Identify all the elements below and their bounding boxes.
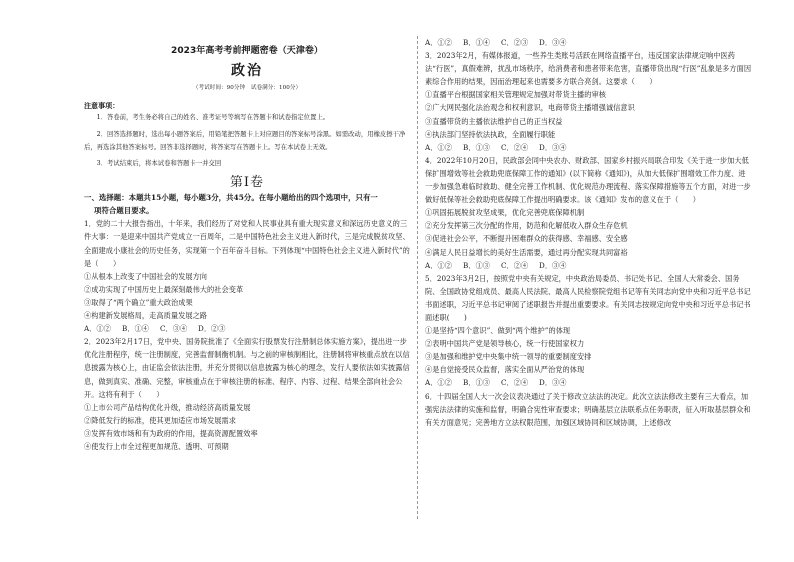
section-title-line1: 一、选择题：本题共15小题，每小题3分，共45分。在每小题给出的四个选项中，只有一 (84, 193, 378, 203)
exam-title: 2023年高考考前押题密卷（天津卷） (171, 46, 323, 56)
question-4-option-4: ④满足人民日益增长的美好生活需要，通过再分配实现共同富裕 (425, 247, 628, 257)
left-column (84, 36, 410, 453)
answer-b: B．①③ (463, 260, 491, 270)
question-3-option-4: ④执法部门坚持依法执政，全面履行职能 (425, 129, 556, 139)
question-5-option-4: ④是自觉接受民众监督，落实全面从严治党的体现 (425, 365, 585, 375)
question-2-option-2: ②降低发行的标准，使其更加适应市场发展需求 (84, 415, 236, 425)
section-title-line2: 项符合题目要求。 (94, 206, 154, 216)
question-4-answers (425, 259, 752, 272)
question-5-option-3: ③是加强和维护党中央集中统一领导的重要制度安排 (425, 352, 592, 362)
column-divider (417, 36, 418, 519)
question-1 (84, 217, 410, 335)
notice-block (84, 99, 410, 171)
question-5-stem: 5．2023年3月2日，按照党中央有关规定，中央政治局委员、书记处书记、全国人大常委会、国务院、全国政协党组成员、最高人民法院、最高人民检察院党组书记等有关同志向党中央和习近平总书记书面述职，习近平总书记审阅了述职报告并提出重要要求。有关同志按规定向党中央和习近平总书记书面述职( ) (425, 273, 751, 322)
question-3 (425, 49, 752, 154)
answer-a: A．①② (425, 260, 452, 270)
answer-a: A．①② (425, 38, 452, 47)
question-3-option-1: ①直播平台根据国家相关管理规定加强对带货主播的审核 (425, 90, 606, 100)
answer-b: B．①③ (463, 378, 491, 388)
exam-info: （考试时间：90分钟 试卷满分：100分） (192, 85, 302, 91)
question-4-option-2: ②充分发挥第三次分配的作用，防范和化解低收入群众生存危机 (425, 221, 628, 231)
question-3-option-3: ③直播带货的主播依法维护自己的正当权益 (425, 116, 563, 126)
question-4-option-1: ①巩固拓展脱贫攻坚成果，优化完善兜底保障机制 (425, 208, 585, 218)
question-6-stem: 6．十四届全国人大一次会议表决通过了关于修改立法法的决定。此次立法法修改主要有三大看点，加强宪法法律的实施和监督，明确合宪性审查要求；明确基层立法联系点任务职责，征入听取基层群众和有关方面意见；完善地方立法权限范围，加强区域协同和区域协调，上述修改 (425, 391, 751, 427)
answer-c: C．②④ (501, 142, 529, 152)
question-2-answers (425, 36, 752, 49)
notice-item-3: 3．考试结束后，将本试卷和答题卡一并交回 (96, 160, 222, 168)
question-2-option-3: ③发挥有效市场和有为政府的作用，提高资源配置效率 (84, 428, 258, 438)
question-1-option-4: ④构建新发展格局，走高质量发展之路 (84, 311, 208, 321)
answer-d: D．③④ (539, 378, 567, 388)
part-title: 第Ⅰ卷 (229, 175, 265, 191)
question-3-stem: 3．2023年2月，有媒体报道，一些养生类账号活跃在网络直播平台，违反国家法律规定响中医药法“行医”，真假难辨，扰乱市场秩序，给消费者和患者带来危害，直播带货出现“行医”乱象是多方面因素综合作用的结果，因而治理起来也需要多方联合亮剑。这要求（ ） (425, 51, 752, 87)
question-2 (84, 335, 410, 453)
question-1-option-2: ②成功实现了中国历史上最深刻最伟大的社会变革 (84, 284, 244, 294)
section-title (84, 191, 410, 217)
question-3-option-2: ②广大网民强化法治观念和权利意识，电商带货主播增强诚信意识 (425, 103, 635, 113)
answer-a: A．①② (425, 142, 452, 152)
answer-d: D．③④ (539, 142, 567, 152)
question-1-option-3: ③取得了“两个确立”重大政治成果 (84, 297, 193, 307)
question-2-option-4: ④使发行上市全过程更加规范、透明、可预期 (84, 441, 229, 451)
answer-d: D．③④ (539, 38, 567, 47)
answer-c: C．③④ (160, 324, 188, 334)
question-5 (425, 272, 752, 390)
answer-d: D．③④ (539, 260, 567, 270)
right-column (425, 36, 752, 429)
question-5-option-2: ②表明中国共产党是领导核心，统一行使国家权力 (425, 339, 585, 349)
question-1-option-1: ①从根本上改变了中国社会的发展方向 (84, 271, 208, 281)
question-4 (425, 154, 752, 272)
answer-b: B．①③ (463, 142, 491, 152)
question-6 (425, 390, 752, 429)
notice-title: 注意事项： (84, 101, 120, 110)
subject-title: 政治 (231, 63, 263, 79)
question-1-stem: 1．党的二十大报告指出，十年来，我们经历了对党和人民事业具有重大现实意义和深远历史意义的三件大事：一是迎来中国共产党成立一百周年，二是中国特色社会主义进入新时代，三是完成脱贫攻坚、全面建成小康社会的历史任务，实现第一个百年奋斗目标。下列体现“中国特色社会主义进入新时代”的是（ ） (84, 219, 410, 268)
question-5-option-1: ①是坚持“四个意识”、做到“两个维护”的体现 (425, 326, 571, 336)
question-4-option-3: ③促进社会公平，不断提升困难群众的获得感、幸福感、安全感 (425, 234, 628, 244)
question-5-answers (425, 376, 752, 389)
question-2-stem: 2．2023年2月17日，党中央、国务院批准了《全面实行股票发行注册制总体实施方案》，提出进一步优化注册程序，统一注册制度，完善监督制衡机制。与之前的审核制相比，注册制将审核重点放在以信息披露为核心上，由证监会依法注册，并充分贯彻以信息披露为核心的理念，发行人要依法如实披露信息，做到真实、准确、完整，审核重点在于审核注册的标准、程序、内容、过程、结果全部向社会公开。这将有利于（ ） (84, 337, 410, 399)
answer-c: C．②③ (501, 38, 529, 47)
answer-b: B．①④ (463, 38, 491, 47)
question-1-answers (84, 322, 410, 335)
answer-c: C．②④ (501, 260, 529, 270)
question-3-answers (425, 141, 752, 154)
answer-c: C．②④ (501, 378, 529, 388)
answer-d: D．②③ (198, 324, 226, 334)
notice-item-1: 1．答卷前，考生务必将自己的姓名、准考证号等填写在答题卡和试卷指定位置上。 (96, 114, 330, 121)
answer-b: B．①④ (122, 324, 150, 334)
question-2-option-1: ①上市公司产品结构优化升级，推动经济高质量发展 (84, 402, 251, 412)
answer-a: A．①② (84, 324, 111, 334)
question-4-stem: 4．2022年10月20日，民政部会同中央农办、财政部、国家乡村振兴局联合印发《关于进一步加大低保扩围增效等社会救助兜底保障工作的通知》(以下简称《通知》)，从加大低保扩围增效工作力度、进一步加强急难临时救助、健全完善工作机制、优化规范办理流程、落实保障措施等五个方面，对进一步做好低保等社会救助兜底保障工作提出明确要求。该《通知》发布的意义在于（ ） (425, 155, 751, 205)
answer-a: A．①② (425, 378, 452, 388)
notice-item-2: 2．回答选择题时，选出每小题答案后，用铅笔把答题卡上对应题目的答案标号涂黑。如需改动，用橡皮擦干净后，再选涂其他答案标号。回答非选择题时，将答案写在答题卡上。写在本试卷上无效。 (84, 130, 406, 151)
